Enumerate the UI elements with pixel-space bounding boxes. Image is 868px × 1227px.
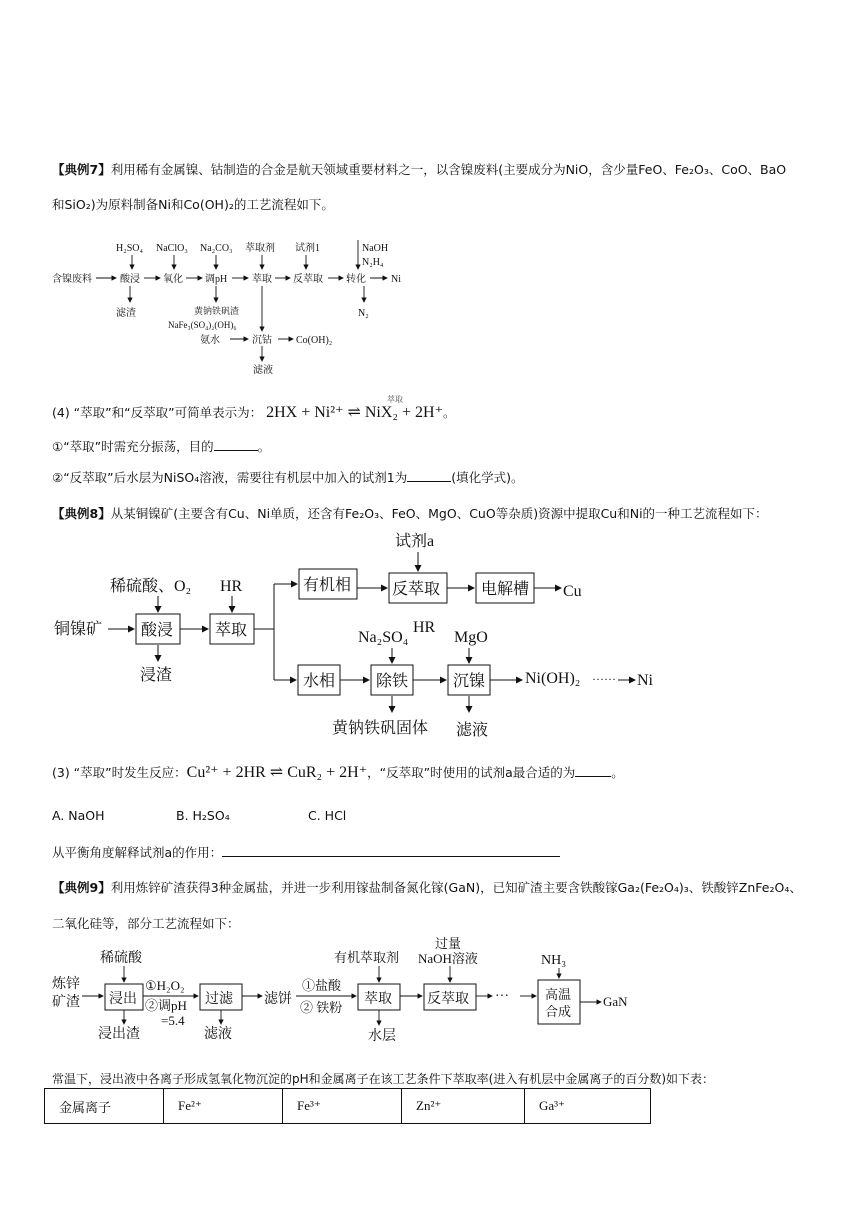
ex8-leach-res: 浸渣 — [140, 667, 173, 684]
ex9-filtrate: 滤液 — [204, 1027, 232, 1042]
ex8-na2so4: Na₂SO₄ — [358, 629, 409, 646]
ex7-q4-intro: (4) “萃取”和“反萃取”可简单表示为： — [52, 405, 263, 420]
ex8-q3-intro: (3) “萃取”时发生反应： — [52, 765, 187, 780]
ex7-tag: 【典例7】 — [52, 162, 111, 177]
ex7-reagent-1: 试剂1 — [295, 243, 320, 254]
ex9-slag-2: 矿渣 — [52, 995, 80, 1010]
ex9-text1: 利用炼锌矿渣获得3种金属盐，并进一步利用镓盐制备氮化镓(GaN)，已知矿渣主要含铁酸镓Ga₂(Fe₂O₄)₃、铁酸锌ZnFe₂O₄、 — [110, 880, 802, 895]
ex7-n2: N₂ — [358, 308, 369, 319]
ex8-q3 — [52, 762, 624, 782]
ex7-step-strip: 反萃取 — [293, 274, 323, 285]
ex8-cell: 电解槽 — [481, 581, 530, 598]
ex7-reagent-h2so4: H₂SO₄ — [116, 243, 143, 254]
ex8-hr2: HR — [413, 619, 436, 636]
table-header-cell: Zn²⁺ — [402, 1089, 525, 1124]
ex8-explain — [52, 843, 560, 861]
ex7-q4-tail: 。 — [443, 405, 456, 420]
ex7-reagent-extractant: 萃取剂 — [245, 243, 275, 254]
ex7-end: Ni — [391, 274, 401, 285]
table-header-cell: Ga³⁺ — [525, 1089, 651, 1124]
ex7-reagent-na2co3: Na₂CO₃ — [200, 243, 233, 254]
ex7-step-convert: 转化 — [346, 274, 366, 285]
ex8-extract: 萃取 — [215, 622, 248, 639]
ex7-q4-2-end: (填化学式)。 — [451, 470, 524, 485]
ex9-s3: ①盐酸 — [302, 978, 342, 993]
ex9-excess: 过量 — [435, 936, 462, 951]
ex9-hs2: 合成 — [545, 1004, 572, 1019]
ex9-step2b: =5.4 — [161, 1013, 185, 1028]
ex8-filtrate: 滤液 — [456, 722, 489, 739]
ex7-q4-1 — [52, 437, 270, 455]
ex9-cake: 滤饼 — [264, 992, 292, 1007]
ex7-text1: 利用稀有金属镍、钴制造的合金是航天领域重要材料之一，以含镍废料(主要成分为NiO，含少量FeO、Fe₂O₃、CoO、BaO — [110, 162, 787, 177]
ex7-q4-2 — [52, 468, 524, 486]
ex9-filter: 过滤 — [205, 992, 233, 1007]
ex9-step2: ②调pH — [145, 998, 187, 1013]
ex8-flowchart — [52, 528, 672, 743]
ex7-flowchart — [50, 236, 401, 381]
ex8-aqueous: 水相 — [303, 673, 336, 690]
ex8-ore: 铜镍矿 — [54, 621, 103, 638]
ex9-step1: ①H₂O₂ — [145, 978, 185, 993]
ex7-line2: 和SiO₂)为原料制备Ni和Co(OH)₂的工艺流程如下。 — [52, 197, 334, 212]
ex7-q4 — [52, 395, 456, 422]
ex9-tag: 【典例9】 — [52, 880, 111, 895]
ex8-jarosite: 黄钠铁矾固体 — [332, 720, 429, 737]
ex7-step-ph: 调pH — [205, 274, 228, 285]
ex9-slag-1: 炼锌 — [52, 977, 80, 992]
ex8-cu: Cu — [563, 583, 582, 600]
ex9-water: 水层 — [368, 1029, 396, 1044]
ex7-cobalt-step: 沉钴 — [252, 335, 272, 346]
ex8-text1: 从某铜镍矿(主要含有Cu、Ni单质，还含有Fe₂O₃、FeO、MgO、CuO等杂质)资源中提取Cu和Ni的一种工艺流程如下： — [110, 506, 768, 521]
answer-blank[interactable] — [222, 844, 560, 857]
ex7-q4-eq-label: 萃取 — [387, 395, 403, 404]
answer-blank[interactable] — [214, 438, 258, 451]
ex8-option-b[interactable]: B. H₂SO₄ — [176, 808, 230, 823]
table-header-cell: Fe²⁺ — [164, 1089, 283, 1124]
ex7-cobalt-product: Co(OH)₂ — [296, 335, 333, 346]
ex7-q4-1-end: 。 — [257, 439, 271, 454]
ex9-line2: 二氧化硅等，部分工艺流程如下： — [52, 916, 240, 931]
ex9-flowchart — [50, 932, 650, 1050]
ex8-ni-prec: 沉镍 — [453, 673, 486, 690]
table-row — [45, 1089, 651, 1124]
ex7-jarosite-label: 黄钠铁矾渣 — [194, 306, 240, 316]
ex8-strip: 反萃取 — [392, 581, 441, 598]
ex8-dots: ······ — [592, 672, 616, 686]
ex7-start: 含镍废料 — [52, 274, 92, 285]
ex8-nioh: Ni(OH)₂ — [525, 670, 581, 687]
ex7-reagent-n2h4: N₂H₄ — [362, 257, 384, 268]
ex8-option-a[interactable]: A. NaOH — [52, 808, 105, 823]
ex9-extract: 萃取 — [364, 992, 392, 1007]
ion-table — [44, 1088, 651, 1124]
ex9-strip: 反萃取 — [427, 992, 469, 1007]
ex9-nh3: NH₃ — [541, 953, 567, 968]
ex7-q4-1-text: ①“萃取”时需充分振荡，目的 — [52, 439, 214, 454]
ex8-reagent-a: 试剂a — [395, 533, 435, 550]
ex7-line1 — [52, 160, 786, 178]
ex9-org: 有机萃取剂 — [334, 950, 400, 965]
ex8-acid: 稀硫酸、O₂ — [110, 578, 192, 595]
ex8-explain-text: 从平衡角度解释试剂a的作用： — [52, 845, 223, 860]
ex8-q3-tail: ，“反萃取”时使用的试剂a最合适的为 — [367, 765, 576, 780]
ex7-filtrate: 滤液 — [253, 365, 273, 376]
ex8-ni: Ni — [637, 672, 653, 689]
ex9-leach: 浸出 — [109, 992, 137, 1007]
ex7-reagent-naoh: NaOH — [362, 243, 389, 254]
ex9-line1 — [52, 878, 802, 896]
ex7-reagent-naclo3: NaClO₃ — [156, 243, 188, 254]
ex9-s4: ② 铁粉 — [300, 1000, 343, 1015]
ex8-hr: HR — [220, 578, 243, 595]
ex9-dots: ··· — [495, 989, 509, 1004]
ex8-mgo: MgO — [454, 629, 488, 646]
ex9-table-intro: 常温下，浸出液中各离子形成氢氧化物沉淀的pH和金属离子在该工艺条件下萃取率(进入有机层中金属离子的百分数)如下表： — [52, 1072, 715, 1086]
ex8-q3-end: 。 — [611, 765, 624, 780]
ex9-gan: GaN — [603, 994, 628, 1009]
ex8-tag: 【典例8】 — [52, 506, 111, 521]
ex9-naoh: NaOH溶液 — [418, 951, 478, 966]
ex7-residue: 滤渣 — [116, 308, 136, 319]
ex7-q4-equation: 2HX + Ni²⁺ ⇌ NiX₂ + 2H⁺ — [266, 404, 444, 421]
ex8-line1 — [52, 504, 768, 522]
ex8-option-c[interactable]: C. HCl — [308, 808, 347, 823]
table-header-cell: Fe³⁺ — [283, 1089, 402, 1124]
table-header-cell: 金属离子 — [45, 1089, 164, 1124]
ex7-ammonia: 氨水 — [200, 335, 220, 346]
ex8-q3-equation: Cu²⁺ + 2HR ⇌ CuR₂ + 2H⁺ — [186, 764, 368, 781]
ex8-de-iron: 除铁 — [376, 673, 409, 690]
answer-blank[interactable] — [407, 469, 451, 482]
ex7-step-oxid: 氧化 — [163, 274, 183, 285]
ex7-jarosite-formula: NaFe₃(SO₄)₂(OH)₆ — [168, 320, 237, 330]
ex7-step-extract: 萃取 — [252, 274, 272, 285]
answer-blank[interactable] — [575, 764, 611, 777]
ex9-acid: 稀硫酸 — [100, 951, 142, 966]
ex9-hs1: 高温 — [545, 987, 572, 1002]
ex7-step-acid: 酸浸 — [120, 274, 140, 285]
ex8-leach: 酸浸 — [141, 622, 174, 639]
ex9-leach-res: 浸出渣 — [98, 1027, 140, 1042]
ex8-organic: 有机相 — [303, 577, 352, 594]
ex7-q4-2-text: ②“反萃取”后水层为NiSO₄溶液，需要往有机层中加入的试剂1为 — [52, 470, 408, 485]
